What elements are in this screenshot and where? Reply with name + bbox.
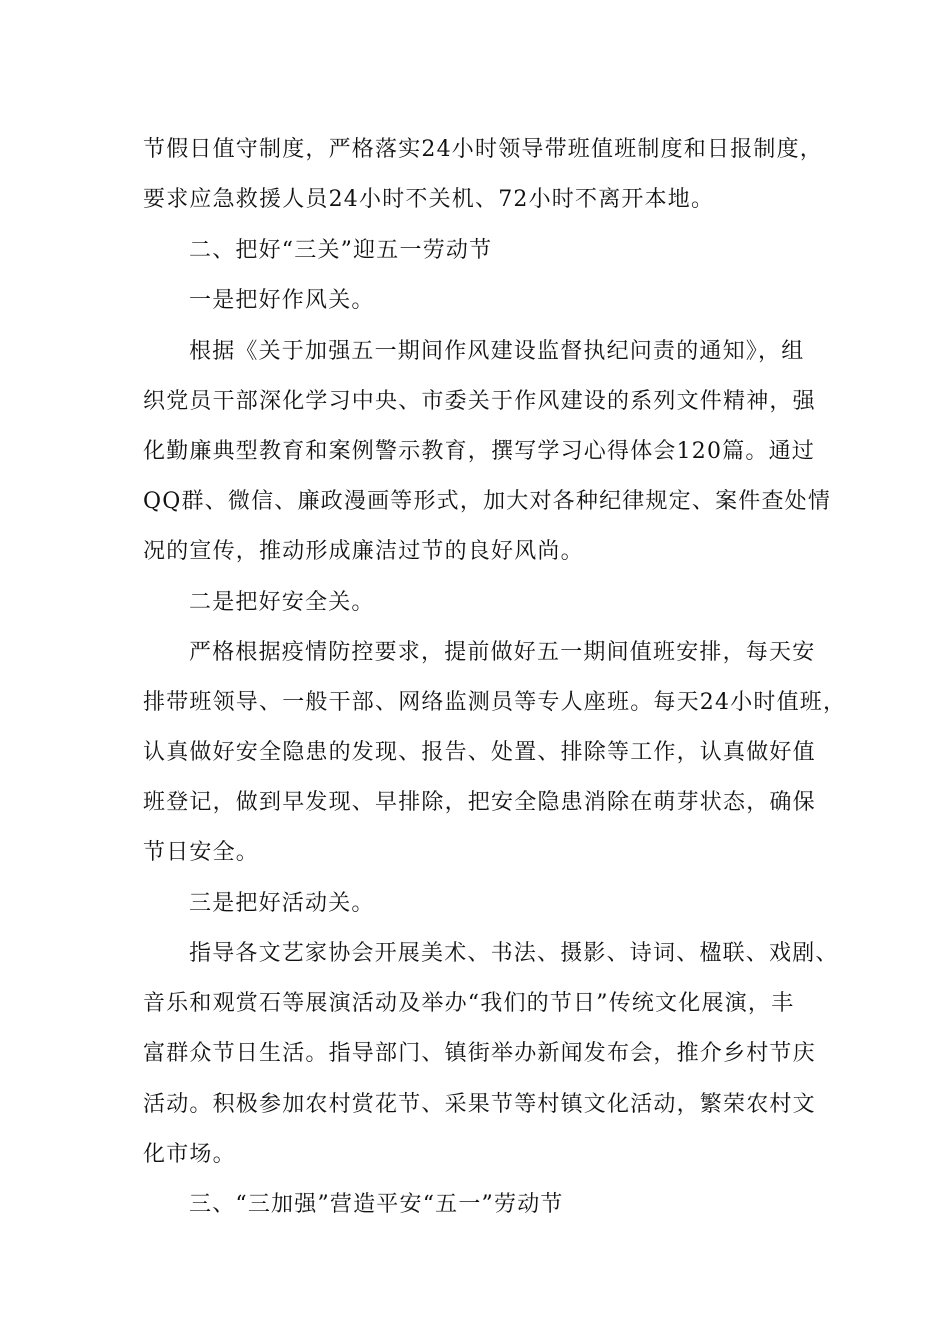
text-line: 严格根据疫情防控要求，提前做好五一期间值班安排，每天安 [189, 640, 816, 665]
text-line: QQ群、微信、廉政漫画等形式，加大对各种纪律规定、案件查处情 [143, 489, 832, 514]
text-line: 音乐和观赏石等展演活动及举办“我们的节日”传统文化展演，丰 [143, 991, 795, 1016]
text-line: 况的宣传，推动形成廉洁过节的良好风尚。 [143, 539, 584, 564]
text-line: 根据《关于加强五一期间作风建设监督执纪问责的通知》，组 [189, 339, 805, 364]
text-line: 认真做好安全隐患的发现、报告、处置、排除等工作，认真做好值 [143, 740, 816, 765]
text-line: 排带班领导、一般干部、网络监测员等专人座班。每天24小时值班， [143, 690, 847, 715]
section-heading: 二、把好“三关”迎五一劳动节 [189, 238, 493, 263]
subsection-heading: 三是把好活动关。 [189, 891, 375, 916]
section-heading: 三、“三加强”营造平安“五一”劳动节 [189, 1192, 564, 1217]
text-line: 要求应急救援人员24小时不关机、72小时不离开本地。 [143, 187, 715, 212]
text-line: 化勤廉典型教育和案例警示教育，撰写学习心得体会120篇。通过 [143, 439, 815, 464]
text-line: 指导各文艺家协会开展美术、书法、摄影、诗词、楹联、戏剧、 [189, 941, 839, 966]
subsection-heading: 二是把好安全关。 [189, 590, 375, 615]
text-line: 节日安全。 [143, 840, 260, 865]
text-line: 班登记，做到早发现、早排除，把安全隐患消除在萌芽状态，确保 [143, 790, 816, 815]
text-line: 节假日值守制度，严格落实24小时领导带班值班制度和日报制度， [143, 137, 823, 162]
text-line: 富群众节日生活。指导部门、镇街举办新闻发布会，推介乡村节庆 [143, 1041, 816, 1066]
subsection-heading: 一是把好作风关。 [189, 288, 375, 313]
text-line: 化市场。 [143, 1142, 236, 1167]
text-line: 活动。积极参加农村赏花节、采果节等村镇文化活动，繁荣农村文 [143, 1092, 816, 1117]
text-line: 织党员干部深化学习中央、市委关于作风建设的系列文件精神，强 [143, 389, 816, 414]
